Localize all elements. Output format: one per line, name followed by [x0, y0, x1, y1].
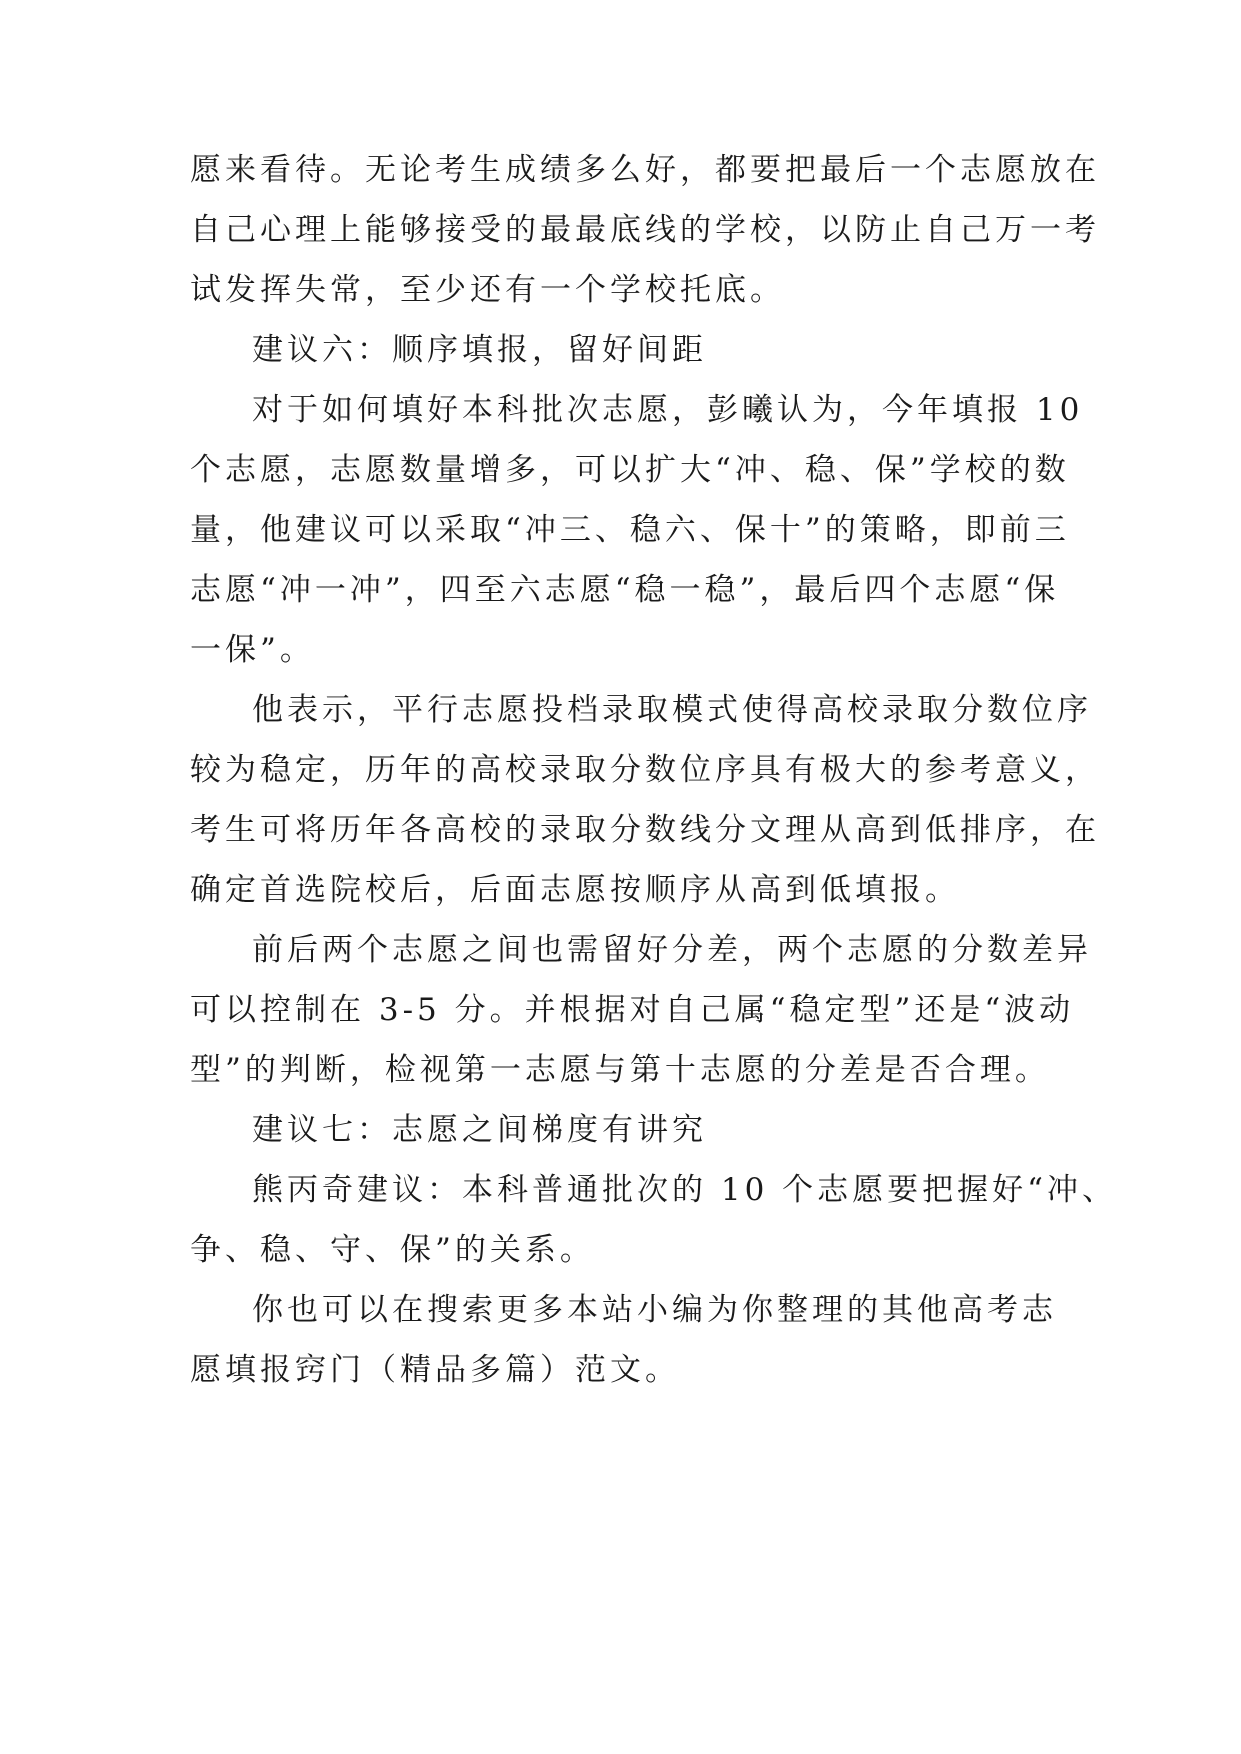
text-line: 熊丙奇建议：本科普通批次的 10 个志愿要把握好“冲、	[252, 1172, 1118, 1208]
text-line: 可以控制在 3-5 分。并根据对自己属“稳定型”还是“波动	[190, 992, 1075, 1028]
text-line: 考生可将历年各高校的录取分数线分文理从高到低排序，在	[190, 812, 1100, 848]
text-line: 你也可以在搜索更多本站小编为你整理的其他高考志	[252, 1292, 1057, 1328]
text-line: 试发挥失常，至少还有一个学校托底。	[190, 272, 785, 308]
text-line: 争、稳、守、保”的关系。	[190, 1232, 595, 1268]
text-line: 愿来看待。无论考生成绩多么好，都要把最后一个志愿放在	[190, 152, 1100, 188]
text-line: 他表示，平行志愿投档录取模式使得高校录取分数位序	[252, 692, 1092, 728]
text-line: 个志愿，志愿数量增多，可以扩大“冲、稳、保”学校的数	[190, 452, 1070, 488]
text-line: 自己心理上能够接受的最最底线的学校，以防止自己万一考	[190, 212, 1100, 248]
text-line: 型”的判断，检视第一志愿与第十志愿的分差是否合理。	[190, 1052, 1050, 1088]
text-line: 一保”。	[190, 632, 315, 668]
section-heading: 建议六：顺序填报，留好间距	[252, 332, 707, 368]
text-line: 较为稳定，历年的高校录取分数位序具有极大的参考意义，	[190, 752, 1100, 788]
section-heading: 建议七：志愿之间梯度有讲究	[252, 1112, 707, 1148]
text-line: 确定首选院校后，后面志愿按顺序从高到低填报。	[190, 872, 960, 908]
text-line: 对于如何填好本科批次志愿，彭曦认为，今年填报 10	[252, 392, 1084, 428]
text-line: 量，他建议可以采取“冲三、稳六、保十”的策略，即前三	[190, 512, 1070, 548]
text-line: 前后两个志愿之间也需留好分差，两个志愿的分数差异	[252, 932, 1092, 968]
text-line: 愿填报窍门（精品多篇）范文。	[190, 1352, 680, 1388]
text-line: 志愿“冲一冲”，四至六志愿“稳一稳”，最后四个志愿“保	[190, 572, 1060, 608]
